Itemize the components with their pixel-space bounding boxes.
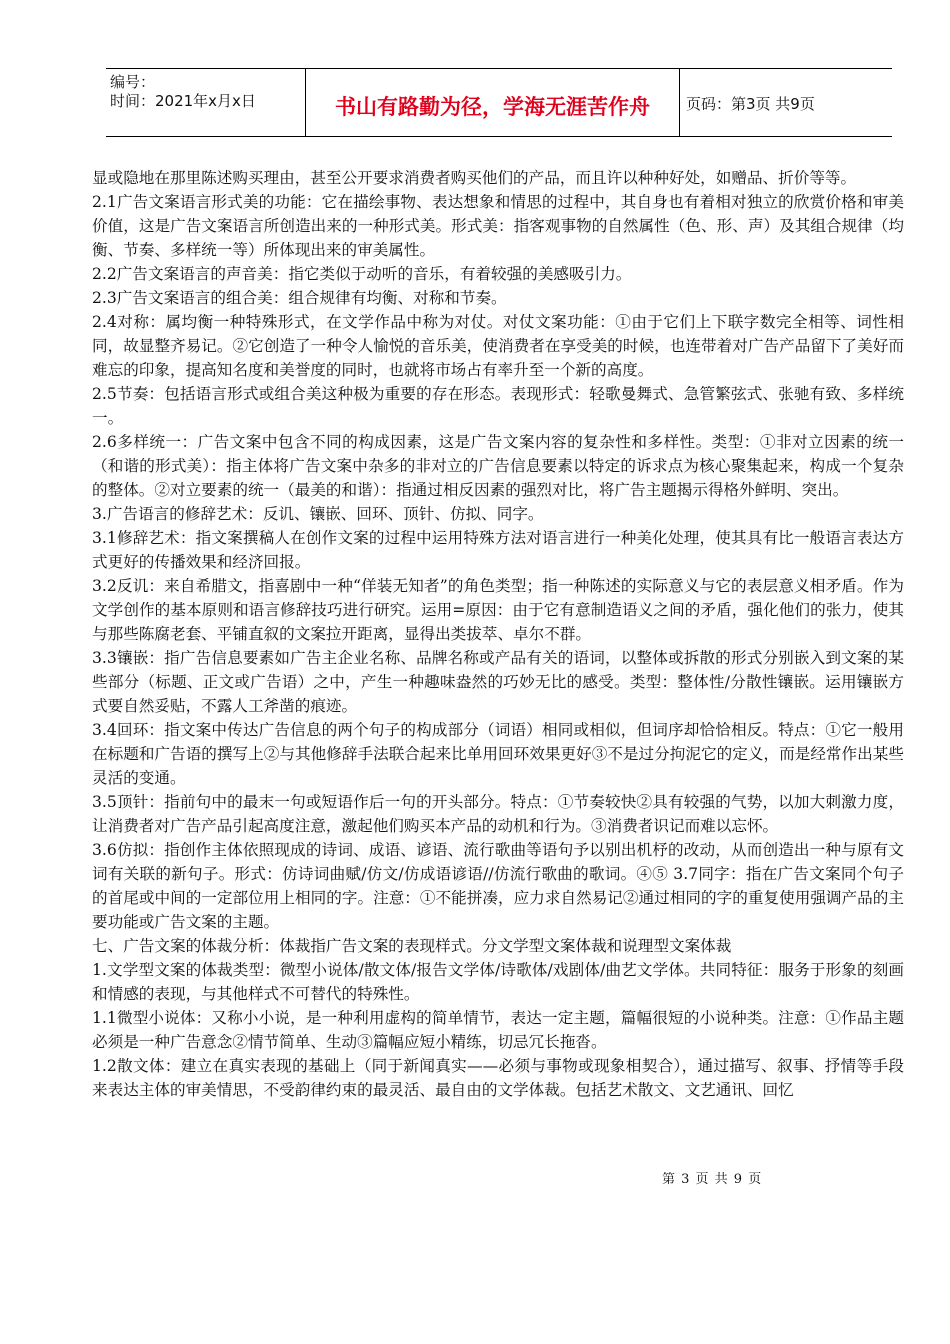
paragraph: 1.1微型小说体：又称小小说，是一种利用虚构的简单情节，表达一定主题，篇幅很短的小说种类。注意：①作品主题必须是一种广告意念②情节简单、生动③篇幅应短小精练，切忌冗长拖沓。 xyxy=(92,1009,904,1051)
paragraph: 2.6多样统一：广告文案中包含不同的构成因素，这是广告文案内容的复杂性和多样性。类型：①非对立因素的统一（和谐的形式美）：指主体将广告文案中杂多的非对立的广告信息要素以特定的诉求点为核心聚集起来，构成一个复杂的整体。②对立要素的统一（最美的和谐）：指通过相反因素的强烈对比，将广告主题揭示得格外鲜明、突出。 xyxy=(92,433,904,499)
header-meta-cell xyxy=(106,69,305,136)
paragraph: 显或隐地在那里陈述购买理由，甚至公开要求消费者购买他们的产品，而且许以种种好处，如赠品、折价等等。 xyxy=(92,169,857,187)
header-motto: 书山有路勤为径，学海无涯苦作舟 xyxy=(335,95,650,119)
paragraph: 3.6仿拟：指创作主体依照现成的诗词、成语、谚语、流行歌曲等语句予以别出机杼的改动，从而创造出一种与原有文词有关联的新句子。形式：仿诗词曲赋/仿文/仿成语谚语//仿流行歌曲的歌词。④⑤ 3.7同字：指在广告文案同个句子的首尾或中间的一定部位用上相同的字。注意：①不能拼凑，应力求自然易记②通过相同的字的重复使用强调产品的主要功能或广告文案的主题。 xyxy=(92,841,904,931)
paragraph: 3.4回环：指文案中传达广告信息的两个句子的构成部分（词语）相同或相似，但词序却恰恰相反。特点：①它一般用在标题和广告语的撰写上②与其他修辞手法联合起来比单用回环效果更好③不是过分拘泥它的定义，而是经常作出某些灵活的变通。 xyxy=(92,721,904,787)
document-number-label: 编号： xyxy=(110,73,156,91)
paragraph: 1.文学型文案的体裁类型：微型小说体/散文体/报告文学体/诗歌体/戏剧体/曲艺文学体。共同特征：服务于形象的刻画和情感的表现，与其他样式不可替代的特殊性。 xyxy=(92,961,904,1003)
page-footer: 第 3 页 共 9 页 xyxy=(662,1172,763,1187)
paragraph: 3.5顶针：指前句中的最末一句或短语作后一句的开头部分。特点：①节奏较快②具有较强的气势，以加大刺激力度，让消费者对广告产品引起高度注意，激起他们购买本产品的动机和行为。③消费者识记而难以忘怀。 xyxy=(92,793,904,835)
paragraph: 3.广告语言的修辞艺术：反讥、镶嵌、回环、顶针、仿拟、同字。 xyxy=(92,505,544,523)
header-motto-cell xyxy=(305,69,680,136)
paragraph: 2.3广告文案语言的组合美：组合规律有均衡、对称和节奏。 xyxy=(92,289,507,307)
paragraph: 3.2反讥：来自希腊文，指喜剧中一种“佯装无知者”的角色类型；指一种陈述的实际意义与它的表层意义相矛盾。作为文学创作的基本原则和语言修辞技巧进行研究。运用=原因：由于它有意制造语义之间的矛盾，强化他们的张力，使其与那些陈腐老套、平铺直叙的文案拉开距离，显得出类拔萃、卓尔不群。 xyxy=(92,577,904,643)
paragraph: 2.4对称：属均衡一种特殊形式，在文学作品中称为对仗。对仗文案功能：①由于它们上下联字数完全相等、词性相同，故显整齐易记。②它创造了一种令人愉悦的音乐美，使消费者在享受美的时候，也连带着对广告产品留下了美好而难忘的印象，提高知名度和美誉度的同时，也就将市场占有率升至一个新的高度。 xyxy=(92,313,904,379)
document-time-label: 时间：2021年x月x日 xyxy=(110,92,256,110)
paragraph: 2.1广告文案语言形式美的功能：它在描绘事物、表达想象和情思的过程中，其自身也有着相对独立的欣赏价格和审美价值，这是广告文案语言所创造出来的一种形式美。形式美：指客观事物的自然属性（色、形、声）及其组合规律（均衡、节奏、多样统一等）所体现出来的审美属性。 xyxy=(92,193,904,259)
paragraph: 3.1修辞艺术：指文案撰稿人在创作文案的过程中运用特殊方法对语言进行一种美化处理，使其具有比一般语言表达方式更好的传播效果和经济回报。 xyxy=(92,529,904,571)
header-page-info: 页码：第3页 共9页 xyxy=(686,95,815,113)
paragraph: 七、广告文案的体裁分析：体裁指广告文案的表现样式。分文学型文案体裁和说理型文案体裁 xyxy=(92,937,732,955)
paragraph: 3.3镶嵌：指广告信息要素如广告主企业名称、品牌名称或产品有关的语词，以整体或拆散的形式分别嵌入到文案的某些部分（标题、正文或广告语）之中，产生一种趣味盎然的巧妙无比的感受。类型：整体性/分散性镶嵌。运用镶嵌方式要自然妥贴，不露人工斧凿的痕迹。 xyxy=(92,649,904,715)
paragraph: 2.5节奏：包括语言形式或组合美这种极为重要的存在形态。表现形式：轻歌曼舞式、急管繁弦式、张驰有致、多样统一。 xyxy=(92,385,904,427)
page-header xyxy=(106,68,892,137)
paragraph: 1.2散文体：建立在真实表现的基础上（同于新闻真实——必须与事物或现象相契合），通过描写、叙事、抒情等手段来表达主体的审美情思，不受韵律约束的最灵活、最自由的文学体裁。包括艺术散文、文艺通讯、回忆 xyxy=(92,1057,904,1099)
document-body xyxy=(92,166,904,1102)
paragraph: 2.2广告文案语言的声音美：指它类似于动听的音乐，有着较强的美感吸引力。 xyxy=(92,265,632,283)
header-page-cell xyxy=(680,69,892,136)
